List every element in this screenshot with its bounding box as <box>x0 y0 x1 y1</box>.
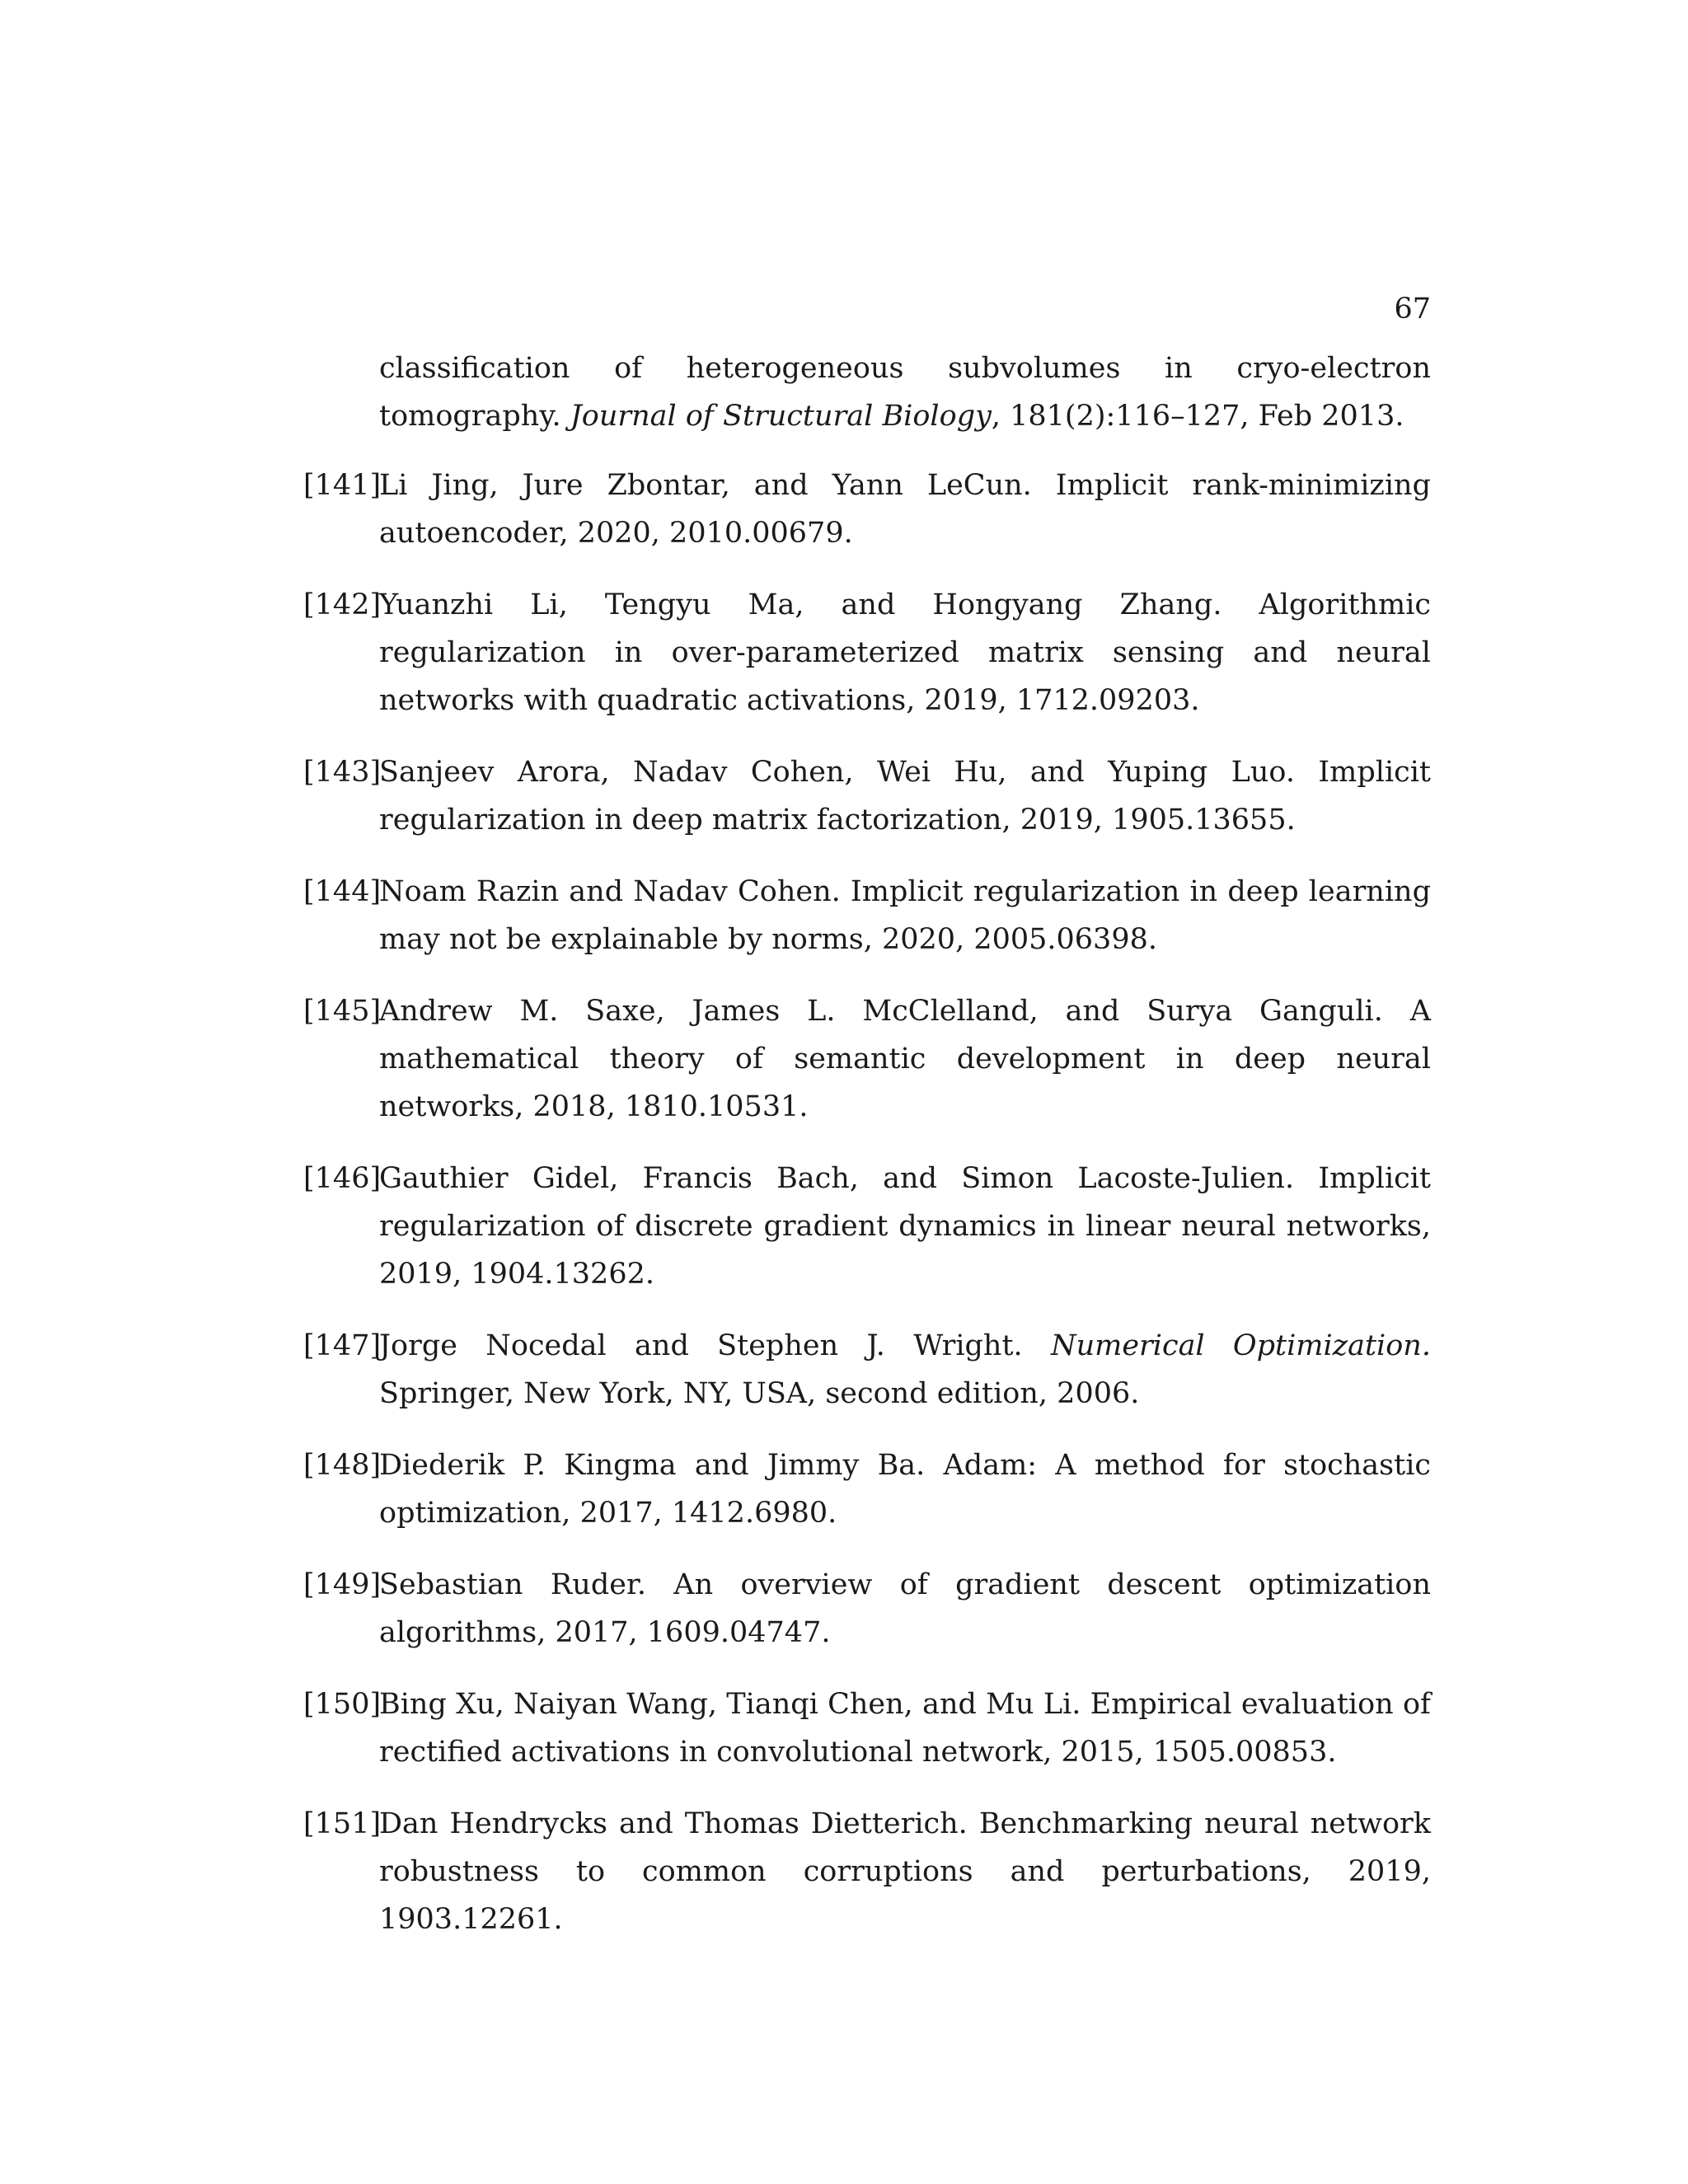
reference-number: [141] <box>303 469 382 502</box>
reference-number: [143] <box>303 756 382 789</box>
reference-item <box>303 1322 1431 1418</box>
reference-item <box>303 1800 1431 1943</box>
reference-text: Gauthier Gidel, Francis Bach, and Simon Lacoste-Julien. Implicit regularization of discrete gradient dynamics in linear neural networks, 2019, 1904.13262. <box>379 1162 1431 1291</box>
reference-item <box>303 868 1431 963</box>
reference-item <box>303 1680 1431 1776</box>
reference-number: [148] <box>303 1449 382 1482</box>
reference-item <box>303 581 1431 724</box>
reference-item <box>303 987 1431 1131</box>
reference-number: [149] <box>303 1568 382 1601</box>
reference-text: Li Jing, Jure Zbontar, and Yann LeCun. Implicit rank-minimizing autoencoder, 2020, 2010.00679. <box>379 469 1431 550</box>
reference-text: Sebastian Ruder. An overview of gradient descent optimization algorithms, 2017, 1609.04747. <box>379 1568 1431 1649</box>
reference-number: [145] <box>303 995 382 1028</box>
reference-item <box>303 1561 1431 1657</box>
reference-number: [150] <box>303 1688 382 1721</box>
reference-number: [151] <box>303 1807 382 1840</box>
reference-item <box>303 1441 1431 1537</box>
reference-item <box>303 748 1431 844</box>
reference-number: [144] <box>303 875 382 908</box>
continuation-details: , 181(2):116–127, Feb 2013. <box>991 400 1404 433</box>
journal-title: Journal of Structural Biology <box>570 400 992 433</box>
reference-item <box>303 462 1431 557</box>
reference-number: [142] <box>303 588 382 621</box>
continuation-text: classification of heterogeneous subvolumes in cryo-electron tomography. <box>379 352 1431 433</box>
reference-text: Sanjeev Arora, Nadav Cohen, Wei Hu, and Yuping Luo. Implicit regularization in deep matrix factorization, 2019, 1905.13655. <box>379 756 1431 837</box>
reference-text: Yuanzhi Li, Tengyu Ma, and Hongyang Zhang. Algorithmic regularization in over-parameterized matrix sensing and neural networks with quadratic activations, 2019, 1712.09203. <box>379 588 1431 717</box>
reference-authors: Jorge Nocedal and Stephen J. Wright. <box>379 1329 1023 1362</box>
reference-text: Noam Razin and Nadav Cohen. Implicit regularization in deep learning may not be explainable by norms, 2020, 2005.06398. <box>379 875 1431 956</box>
reference-item <box>303 1155 1431 1298</box>
reference-text: Bing Xu, Naiyan Wang, Tianqi Chen, and Mu Li. Empirical evaluation of rectified activations in convolutional network, 2015, 1505.00853. <box>379 1688 1431 1769</box>
reference-text: Andrew M. Saxe, James L. McClelland, and Surya Ganguli. A mathematical theory of semantic development in deep neural networks, 2018, 1810.10531. <box>379 995 1431 1123</box>
reference-list <box>303 462 1431 1967</box>
reference-publisher: Springer, New York, NY, USA, second edition, 2006. <box>379 1377 1140 1410</box>
reference-number: [146] <box>303 1162 382 1195</box>
book-title: Numerical Optimization. <box>1050 1329 1431 1362</box>
reference-text: Diederik P. Kingma and Jimmy Ba. Adam: A method for stochastic optimization, 2017, 1412.6980. <box>379 1449 1431 1530</box>
page-number: 67 <box>1394 293 1431 326</box>
reference-continuation <box>379 344 1431 440</box>
reference-number: [147] <box>303 1329 382 1362</box>
reference-text: Dan Hendrycks and Thomas Dietterich. Benchmarking neural network robustness to common corruptions and perturbations, 2019, 1903.12261. <box>379 1807 1431 1936</box>
